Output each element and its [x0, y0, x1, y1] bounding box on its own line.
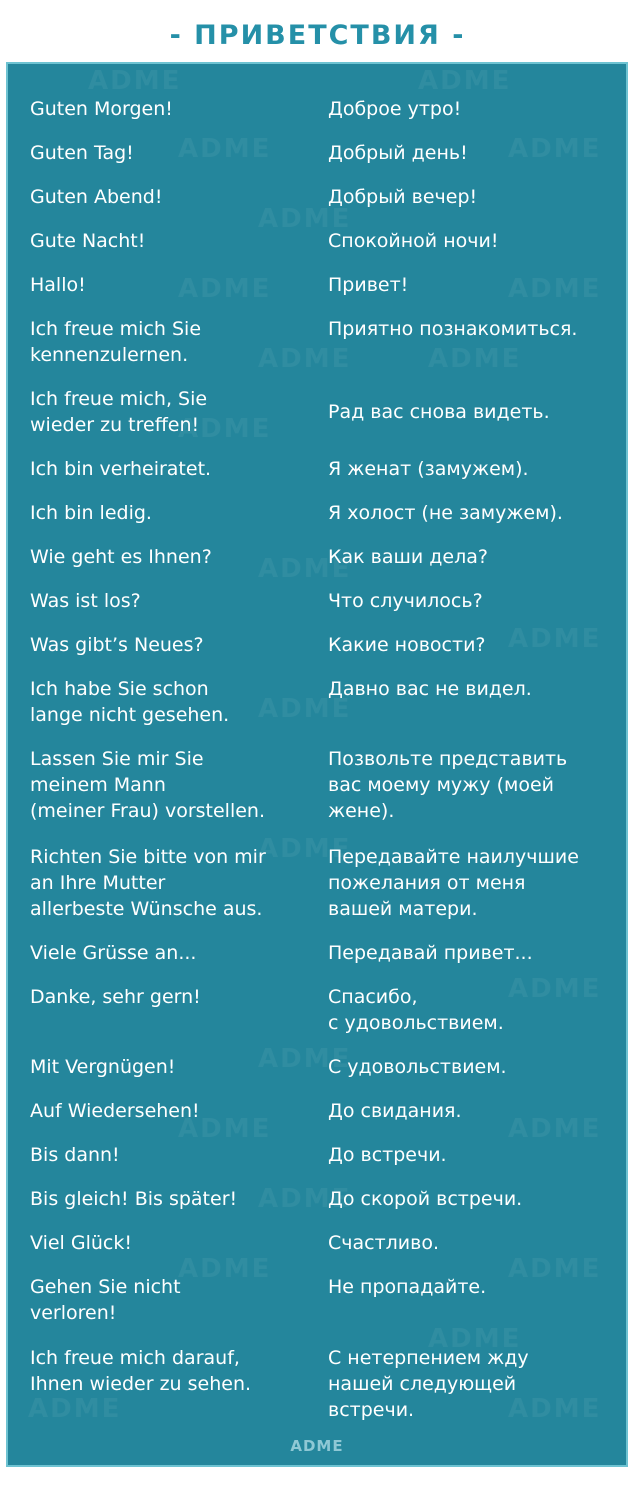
german-phrase: Viel Glück! — [30, 1232, 132, 1254]
german-phrase: Danke, sehr gern! — [30, 986, 201, 1008]
russian-translation: Рад вас снова видеть. — [328, 401, 550, 423]
russian-translation: С удовольствием. — [328, 1056, 507, 1078]
watermark-pattern: ADME — [178, 414, 272, 444]
russian-translation: До встречи. — [328, 1144, 447, 1166]
german-phrase: Guten Morgen! — [30, 98, 173, 120]
german-phrase: Richten Sie bitte von mir an Ihre Mutter allerbeste Wünsche aus. — [30, 846, 266, 920]
watermark-pattern: ADME — [508, 274, 602, 304]
russian-translation: Позвольте представить вас моему мужу (моей жене). — [328, 748, 568, 822]
watermark-pattern: ADME — [258, 834, 352, 864]
german-phrase: Guten Abend! — [30, 186, 163, 208]
watermark-pattern: ADME — [508, 134, 602, 164]
watermark-pattern: ADME — [178, 274, 272, 304]
german-phrase: Auf Wiedersehen! — [30, 1100, 200, 1122]
page-title: - ПРИВЕТСТВИЯ - — [169, 20, 466, 51]
russian-translation: Добрый вечер! — [328, 186, 478, 208]
russian-translation: Что случилось? — [328, 590, 483, 612]
watermark-pattern: ADME — [258, 1044, 352, 1074]
russian-translation: Привет! — [328, 274, 409, 296]
russian-translation: Я холост (не замужем). — [328, 502, 563, 524]
german-phrase: Lassen Sie mir Sie meinem Mann (meiner Frau) vorstellen. — [30, 748, 266, 822]
phrase-panel — [6, 62, 628, 1467]
watermark-pattern: ADME — [508, 1254, 602, 1284]
watermark-pattern: ADME — [428, 1324, 522, 1354]
russian-translation: Приятно познакомиться. — [328, 318, 578, 340]
russian-translation: Спокойной ночи! — [328, 230, 499, 252]
watermark-pattern: ADME — [178, 134, 272, 164]
german-phrase: Gute Nacht! — [30, 230, 146, 252]
watermark-pattern: ADME — [258, 694, 352, 724]
german-phrase: Ich freue mich Sie kennenzulernen. — [30, 318, 202, 366]
watermark-pattern: ADME — [28, 1394, 122, 1424]
russian-translation: Добрый день! — [328, 142, 468, 164]
german-phrase: Viele Grüsse an... — [30, 942, 197, 964]
adme-watermark: ADME — [290, 1437, 344, 1455]
watermark-pattern: ADME — [88, 66, 182, 96]
russian-translation: Не пропадайте. — [328, 1276, 487, 1298]
russian-translation: Как ваши дела? — [328, 546, 488, 568]
russian-translation: Передавай привет... — [328, 942, 533, 964]
german-phrase: Was gibt’s Neues? — [30, 634, 204, 656]
russian-translation: До свидания. — [328, 1100, 462, 1122]
german-phrase: Ich bin verheiratet. — [30, 458, 212, 480]
russian-translation: Счастливо. — [328, 1232, 440, 1254]
watermark-pattern: ADME — [418, 66, 512, 96]
german-phrase: Mit Vergnügen! — [30, 1056, 176, 1078]
watermark-pattern: ADME — [258, 204, 352, 234]
german-phrase: Was ist los? — [30, 590, 141, 612]
german-phrase: Ich bin ledig. — [30, 502, 152, 524]
german-phrase: Ich habe Sie schon lange nicht gesehen. — [30, 678, 230, 726]
watermark-pattern: ADME — [258, 344, 352, 374]
watermark-pattern: ADME — [178, 1254, 272, 1284]
watermark-pattern: ADME — [178, 1114, 272, 1144]
watermark-pattern: ADME — [258, 554, 352, 584]
russian-translation: Спасибо, с удовольствием. — [328, 986, 504, 1034]
watermark-pattern: ADME — [508, 624, 602, 654]
russian-translation: Давно вас не видел. — [328, 678, 532, 700]
russian-translation: Какие новости? — [328, 634, 486, 656]
german-phrase: Guten Tag! — [30, 142, 134, 164]
russian-translation: С нетерпением жду нашей следующей встречи. — [328, 1347, 529, 1421]
watermark-pattern: ADME — [258, 1184, 352, 1214]
german-phrase: Bis gleich! Bis später! — [30, 1188, 238, 1210]
german-phrase: Wie geht es Ihnen? — [30, 546, 212, 568]
russian-translation: Передавайте наилучшие пожелания от меня вашей матери. — [328, 846, 579, 920]
russian-translation: Я женат (замужем). — [328, 458, 529, 480]
german-phrase: Hallo! — [30, 274, 86, 296]
russian-translation: Доброе утро! — [328, 98, 462, 120]
german-phrase: Bis dann! — [30, 1144, 120, 1166]
german-phrase: Ich freue mich, Sie wieder zu treffen! — [30, 388, 208, 436]
watermark-pattern: ADME — [508, 974, 602, 1004]
watermark-pattern: ADME — [508, 1114, 602, 1144]
russian-translation: До скорой встречи. — [328, 1188, 523, 1210]
watermark-pattern: ADME — [508, 1394, 602, 1424]
german-phrase: Ich freue mich darauf, Ihnen wieder zu sehen. — [30, 1347, 252, 1395]
watermark-pattern: ADME — [428, 344, 522, 374]
german-phrase: Gehen Sie nicht verloren! — [30, 1276, 181, 1324]
